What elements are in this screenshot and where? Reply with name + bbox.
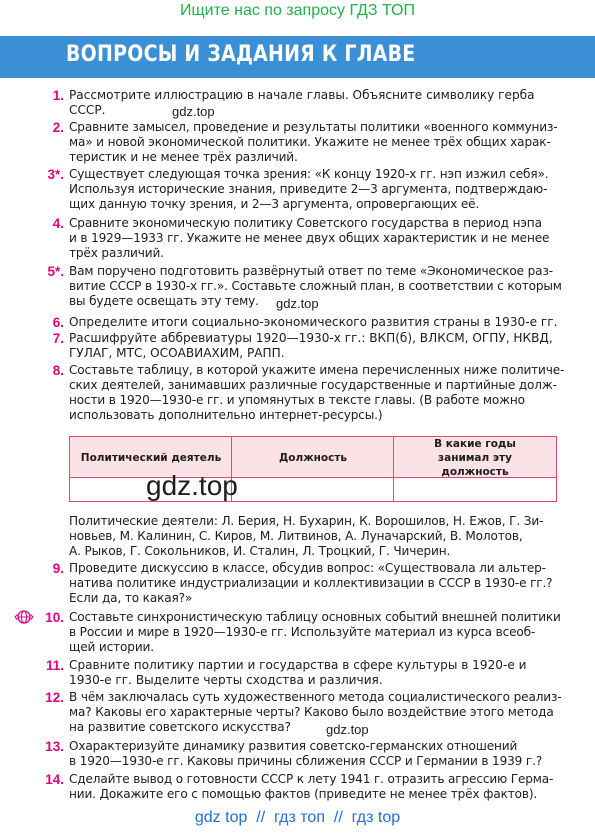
question-number: 9. [52, 561, 64, 576]
table-header-cell: В какие годы занимал эту должность [434, 437, 516, 478]
question-text: Определите итоги социально-экономического развития страны в 1930-е гг. [69, 315, 558, 329]
question-text: Сравните политику партии и государства в сфере культуры в 1920-е и 1930-е гг. Выделите черты сходства и различия. [69, 658, 527, 687]
table-header [70, 437, 556, 478]
question-text: Составьте синхронистическую таблицу основных событий внешней политики в России и мире в 1920—1930-е гг. Используйте материал из курса всеоб- щей истории. [69, 610, 561, 654]
question-text: Сравните замысел, проведение и результаты политики «военного коммуниз- ма» и новой экономической политики. Укажите не менее трёх общих харак- теристик и не менее трёх различий. [69, 120, 558, 164]
officials-table [69, 436, 557, 502]
question-number: 7. [52, 331, 64, 346]
question-number: 4. [52, 216, 64, 231]
question-number: 8. [52, 363, 64, 378]
question-text: Охарактеризуйте динамику развития советско-германских отношений в 1920—1930-е гг. Каковы причины сближения СССР и Германии в 1939 г.? [69, 739, 543, 768]
question-text: Проведите дискуссию в классе, обсудив вопрос: «Существовала ли альтер- натива политике индустриализации и коллективизации в СССР в 1930-е гг.? Если да, то какая?» [69, 561, 553, 605]
question-number: 6. [52, 315, 64, 330]
question-number: 14. [45, 772, 64, 787]
table-header-cell: Политический деятель [80, 451, 222, 464]
question-text: Составьте таблицу, в которой укажите имена перечисленных ниже политиче- ских деятелей, занимавших различные государственные и партийные долж- ности в 1920—1930-е гг. и упомянутых в тексте главы. (В работе можно использовать дополнительно интернет-ресурсы.) [69, 363, 565, 422]
chapter-banner [0, 36, 595, 78]
question-text: Рассмотрите иллюстрацию в начале главы. Объясните символику герба СССР. [69, 88, 535, 117]
question-text: Расшифруйте аббревиатуры 1920—1930-х гг.: ВКП(б), ВЛКСМ, ОГПУ, НКВД, ГУЛАГ, МТС, ОСОАВИАХИМ, РАПП. [69, 331, 553, 360]
question-text: Сравните экономическую политику Советского государства в период нэпа и в 1929—1933 гг. Укажите не менее двух общих характеристик и не менее трёх различий. [69, 216, 550, 260]
table-header-cell: Должность [278, 451, 348, 464]
top-search-link[interactable]: Ищите нас по запросу ГДЗ ТОП [180, 2, 415, 19]
question-text: В чём заключалась суть художественного метода социалистического реализ- ма? Каковы его характерные черты? Каково было воздействие этого метода на развитие советского искусства? [69, 690, 562, 734]
question-number: 1. [52, 88, 64, 103]
question-text: Существует следующая точка зрения: «К концу 1920-х гг. нэп изжил себя». Используя исторические знания, приведите 2—3 аргумента, подтверждаю- щих данную точку зрения, и 2—3 аргумента, опровергающих её. [69, 167, 549, 211]
table-divider [393, 437, 394, 501]
question-text: Сделайте вывод о готовности СССР к лету 1941 г. отразить агрессию Герма- нии. Докажите его с помощью фактов (приведите не менее трёх фактов). [69, 772, 554, 801]
watermark-large: gdz.top [146, 470, 238, 501]
watermark-small: gdz.top [172, 104, 215, 119]
banner-title: ВОПРОСЫ И ЗАДАНИЯ К ГЛАВЕ [66, 42, 416, 67]
watermark-small: gdz.top [326, 722, 369, 737]
question-text: Вам поручено подготовить развёрнутый ответ по теме «Экономическое раз- витие СССР в 1930-х гг.». Составьте сложный план, в соответствии с которым вы будете освещать эту тему. [69, 264, 562, 308]
question-number: 10. [45, 610, 64, 625]
figures-text: Политические деятели: Л. Берия, Н. Бухарин, К. Ворошилов, Н. Ежов, Г. Зи- новьев, М. Калинин, С. Киров, М. Литвинов, А. Луначарский, В. Молотов, А. Рыков, Г. Сокольников, И. Сталин, Л. Троцкий, Г. Чичерин. [69, 514, 544, 558]
question-number: 3*. [47, 167, 64, 182]
question-number: 12. [45, 690, 64, 705]
watermark-small: gdz.top [276, 296, 319, 311]
question-number: 2. [52, 120, 64, 135]
question-number: 5*. [47, 264, 64, 279]
question-number: 11. [45, 658, 64, 673]
question-number: 13. [45, 739, 64, 754]
footer-link[interactable]: gdz top // гдз топ // гдз top [194, 809, 401, 826]
